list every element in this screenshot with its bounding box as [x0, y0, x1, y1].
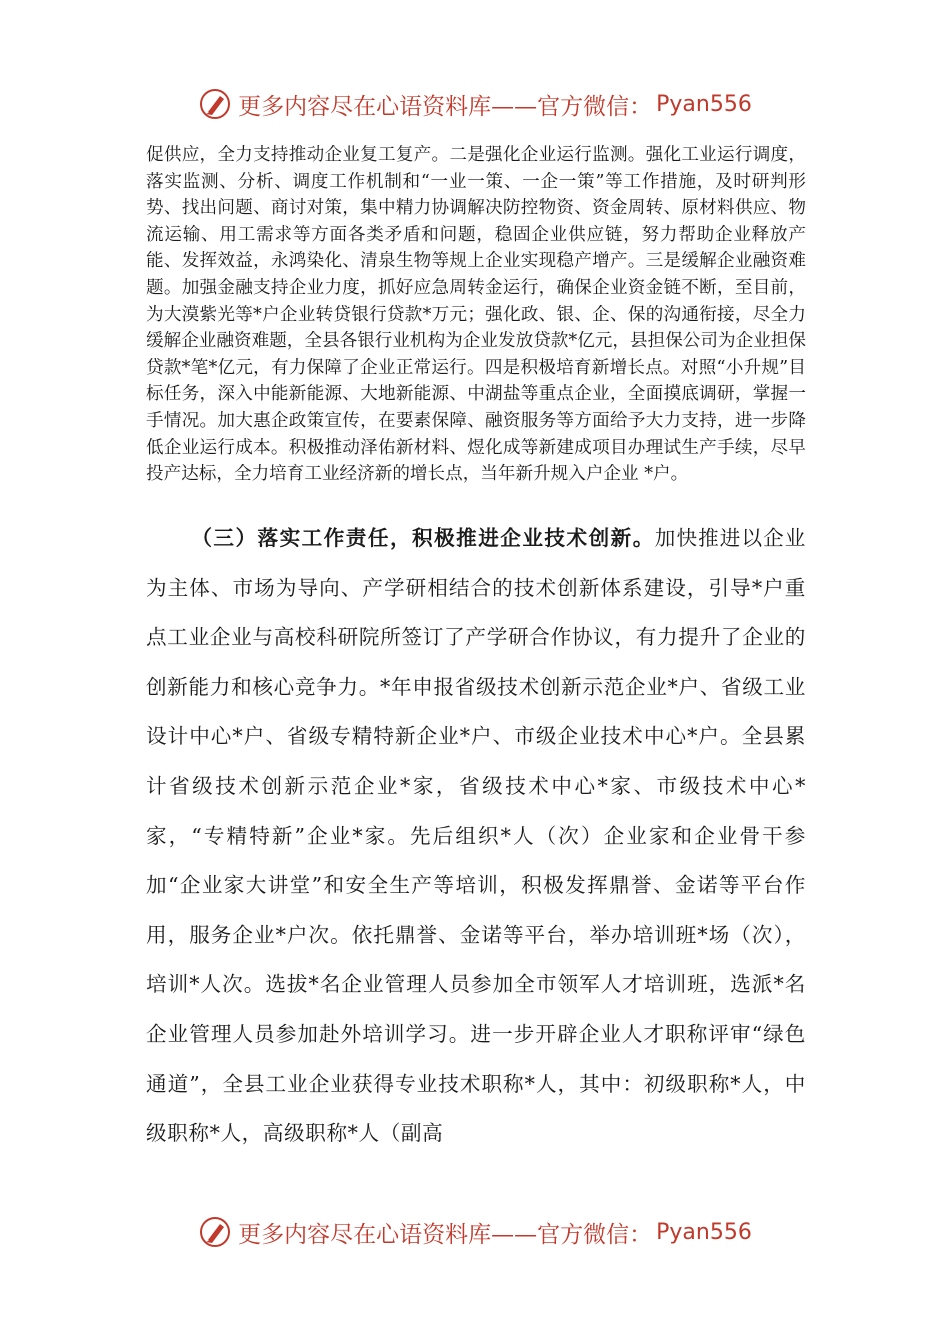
section-body: 加快推进以企业为主体、市场为导向、产学研相结合的技术创新体系建设，引导*户重点工业企业与高校科研院所签订了产学研合作协议，有力提升了企业的创新能力和核心竞争力。*年申报省级技术创新示范企业*户、省级工业设计中心*户、省级专精特新企业*户、市级企业技术中心*户。全县累计省级技术创新示范企业*家，省级技术中心*家、市级技术中心*家，“专精特新”企业*家。先后组织*人（次）企业家和企业骨干参加“企业家大讲堂”和安全生产等培训，积极发挥鼎誉、金诺等平台作用，服务企业*户次。依托鼎誉、金诺等平台，举办培训班*场（次），培训*人次。选拔*名企业管理人员参加全市领军人才培训班，选派*名企业管理人员参加赴外培训学习。进一步开辟企业人才职称评审“绿色通道”，全县工业企业获得专业技术职称*人，其中：初级职称*人，中级职称*人，高级职称*人（副高 [146, 526, 806, 1146]
footer-watermark-banner [0, 1212, 950, 1252]
body-paragraph-dense: 促供应，全力支持推动企业复工复产。二是强化企业运行监测。强化工业运行调度，落实监测、分析、调度工作机制和“一业一策、一企一策”等工作措施，及时研判形势、找出问题、商讨对策，集中精力协调解决防控物资、资金周转、原材料供应、物流运输、用工需求等方面各类矛盾和问题，稳固企业供应链，努力帮助企业释放产能、发挥效益，永鸿染化、清泉生物等规上企业实现稳产增产。三是缓解企业融资难题。加强金融支持企业力度，抓好应急周转金运行，确保企业资金链不断，至目前，为大漠紫光等*户企业转贷银行贷款*万元；强化政、银、企、保的沟通衔接，尽全力缓解企业融资难题，全县各银行业机构为企业发放贷款*亿元，县担保公司为企业担保贷款*笔*亿元，有力保障了企业正常运行。四是积极培育新增长点。对照“小升规”目标任务，深入中能新能源、大地新能源、中湖盐等重点企业，全面摸底调研，掌握一手情况。加大惠企政策宣传，在要素保障、融资服务等方面给予大力支持，进一步降低企业运行成本。积极推动泽佑新材料、煜化成等新建成项目办理试生产手续，尽早投产达标，全力培育工业经济新的增长点，当年新升规入户企业 *户。 [146, 145, 806, 485]
header-watermark-banner [0, 84, 950, 124]
banner-wechat-id: Pyan556 [656, 1219, 752, 1245]
pen-nib-logo-icon [198, 1215, 232, 1249]
section-heading: （三）落实工作责任，积极推进企业技术创新。 [191, 526, 655, 550]
banner-text: 更多内容尽在心语资料库——官方微信： [238, 93, 653, 120]
pen-nib-logo-icon [198, 87, 232, 121]
banner-wechat-id: Pyan556 [656, 91, 752, 117]
banner-text: 更多内容尽在心语资料库——官方微信： [238, 1221, 653, 1248]
body-paragraph-section-three [146, 514, 806, 1159]
